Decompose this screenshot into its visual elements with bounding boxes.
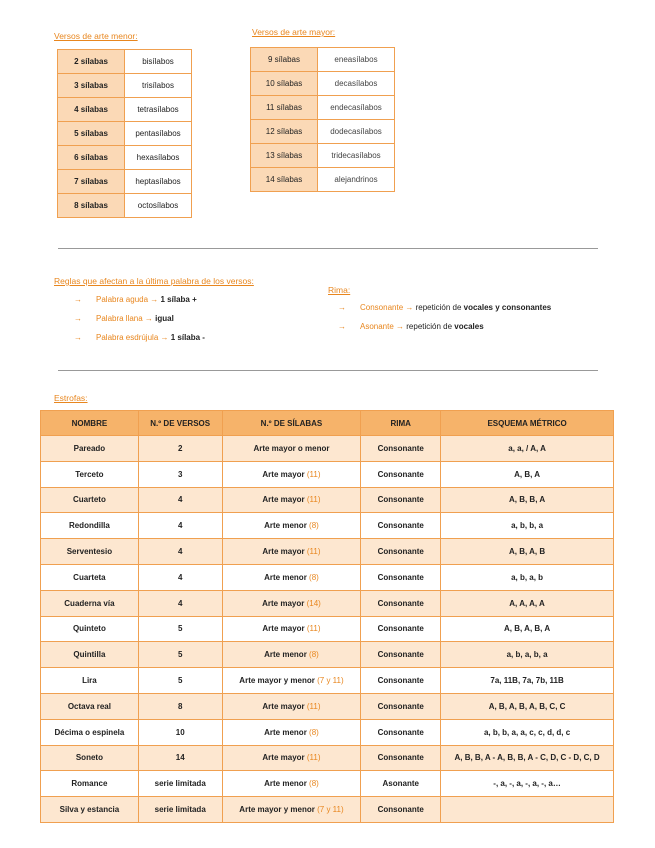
estrofa-silabas-cell (222, 436, 361, 462)
estrofa-row (41, 590, 614, 616)
estrofa-silabas-cell (222, 539, 361, 565)
rima-item (338, 298, 551, 317)
mayor-silabas: 10 sílabas (251, 72, 318, 96)
menor-silabas: 5 sílabas (58, 122, 125, 146)
estrofa-paren: (7 y 11) (317, 676, 344, 686)
estrofa-versos: 5 (138, 668, 222, 694)
estrofa-nombre: Terceto (41, 461, 139, 487)
estrofa-paren: (8) (309, 727, 319, 737)
estrofa-esquema: a, a, / A, A (441, 436, 614, 462)
estrofa-row (41, 693, 614, 719)
estrofa-esquema: a, b, b, a, a, c, c, d, d, c (441, 719, 614, 745)
estrofa-paren: (11) (306, 701, 321, 711)
reglas-sep: → (158, 333, 171, 342)
estrofa-row (41, 539, 614, 565)
estrofa-silabas-cell (222, 693, 361, 719)
estrofa-silabas-cell (222, 461, 361, 487)
menor-row (58, 194, 192, 218)
estrofa-silabas: Arte menor (264, 779, 307, 789)
reglas-result: 1 sílaba + (160, 295, 197, 304)
estrofa-silabas-cell (222, 513, 361, 539)
estrofa-versos: serie limitada (138, 797, 222, 823)
estrofa-silabas: Arte mayor o menor (253, 443, 330, 453)
estrofa-esquema: A, B, B, A (441, 487, 614, 513)
estrofa-versos: 4 (138, 539, 222, 565)
estrofa-row (41, 513, 614, 539)
estrofa-versos: 10 (138, 719, 222, 745)
estrofa-silabas: Arte mayor (262, 701, 305, 711)
estrofa-nombre: Soneto (41, 745, 139, 771)
menor-silabas: 4 sílabas (58, 98, 125, 122)
menor-row (58, 170, 192, 194)
estrofa-rima: Consonante (361, 513, 441, 539)
estrofa-versos: serie limitada (138, 771, 222, 797)
estrofa-silabas: Arte menor (264, 572, 307, 582)
divider-2 (58, 370, 598, 371)
estrofa-paren: (11) (306, 624, 321, 634)
estrofa-silabas: Arte mayor (262, 547, 305, 557)
estrofa-nombre: Silva y estancia (41, 797, 139, 823)
estrofa-versos: 4 (138, 590, 222, 616)
menor-row (58, 122, 192, 146)
estrofa-row (41, 668, 614, 694)
estrofa-rima: Consonante (361, 590, 441, 616)
menor-table (57, 49, 192, 218)
rima-sep: → (393, 322, 407, 331)
estrofa-nombre: Redondilla (41, 513, 139, 539)
estrofa-esquema (441, 797, 614, 823)
estrofa-esquema: a, b, b, a (441, 513, 614, 539)
menor-nombre: bisílabos (125, 50, 192, 74)
menor-nombre: trisílabos (125, 74, 192, 98)
mayor-silabas: 14 sílabas (251, 168, 318, 192)
reglas-result: 1 sílaba - (170, 333, 205, 342)
estrofas-header: ESQUEMA MÉTRICO (441, 411, 614, 436)
menor-nombre: hexasílabos (125, 146, 192, 170)
estrofa-esquema: 7a, 11B, 7a, 7b, 11B (441, 668, 614, 694)
estrofa-rima: Consonante (361, 642, 441, 668)
estrofa-paren: (11) (306, 469, 321, 479)
menor-nombre: tetrasílabos (125, 98, 192, 122)
estrofa-rima: Consonante (361, 797, 441, 823)
estrofa-row (41, 719, 614, 745)
estrofa-versos: 5 (138, 616, 222, 642)
estrofa-nombre: Serventesio (41, 539, 139, 565)
estrofa-esquema: A, B, A, B (441, 539, 614, 565)
estrofa-versos: 2 (138, 436, 222, 462)
reglas-item (74, 309, 205, 328)
estrofa-row (41, 616, 614, 642)
divider-1 (58, 248, 598, 249)
estrofa-nombre: Pareado (41, 436, 139, 462)
mayor-nombre: endecasílabos (318, 96, 395, 120)
estrofa-rima: Consonante (361, 616, 441, 642)
reglas-label: Palabra esdrújula (96, 333, 159, 342)
rima-sep: → (403, 303, 416, 312)
estrofa-versos: 4 (138, 564, 222, 590)
estrofa-versos: 8 (138, 693, 222, 719)
estrofa-row (41, 771, 614, 797)
estrofa-versos: 3 (138, 461, 222, 487)
estrofa-silabas-cell (222, 745, 361, 771)
estrofas-header: RIMA (361, 411, 441, 436)
estrofa-nombre: Quintilla (41, 642, 139, 668)
reglas-item (74, 290, 205, 309)
menor-title: Versos de arte menor: (54, 31, 138, 41)
estrofa-silabas-cell (222, 590, 361, 616)
estrofa-versos: 5 (138, 642, 222, 668)
estrofa-paren: (11) (306, 547, 321, 557)
rima-bold: vocales y consonantes (463, 303, 552, 312)
estrofa-rima: Consonante (361, 668, 441, 694)
estrofas-header: N.º DE SÍLABAS (222, 411, 361, 436)
mayor-nombre: alejandrinos (318, 168, 395, 192)
reglas-result: igual (155, 314, 174, 323)
rima-item (338, 317, 551, 336)
reglas-sep: → (148, 295, 161, 304)
menor-row (58, 74, 192, 98)
estrofa-versos: 4 (138, 513, 222, 539)
estrofa-row (41, 487, 614, 513)
estrofa-silabas-cell (222, 797, 361, 823)
reglas-sep: → (142, 314, 156, 323)
menor-silabas: 2 sílabas (58, 50, 125, 74)
menor-silabas: 3 sílabas (58, 74, 125, 98)
mayor-nombre: tridecasílabos (318, 144, 395, 168)
mayor-table (250, 47, 395, 192)
estrofa-silabas: Arte mayor (262, 753, 305, 763)
estrofa-rima: Consonante (361, 719, 441, 745)
mayor-row (251, 144, 395, 168)
menor-silabas: 7 sílabas (58, 170, 125, 194)
estrofa-rima: Consonante (361, 745, 441, 771)
estrofa-silabas: Arte menor (264, 650, 307, 660)
estrofa-nombre: Décima o espinela (41, 719, 139, 745)
estrofa-paren: (11) (306, 753, 321, 763)
estrofas-title: Estrofas: (54, 393, 88, 403)
estrofa-paren: (11) (306, 495, 321, 505)
arrow-icon: → (74, 295, 82, 304)
estrofa-silabas: Arte menor (264, 521, 307, 531)
estrofa-esquema: a, b, a, b (441, 564, 614, 590)
mayor-nombre: decasílabos (318, 72, 395, 96)
estrofa-silabas-cell (222, 487, 361, 513)
arrow-icon: → (74, 314, 82, 323)
arrow-icon: → (338, 303, 346, 312)
reglas-label: Palabra llana (96, 314, 143, 323)
estrofa-esquema: A, B, A, B, A, B, C, C (441, 693, 614, 719)
menor-silabas: 6 sílabas (58, 146, 125, 170)
estrofa-rima: Consonante (361, 436, 441, 462)
estrofa-row (41, 461, 614, 487)
estrofa-silabas-cell (222, 642, 361, 668)
estrofa-nombre: Romance (41, 771, 139, 797)
estrofa-row (41, 564, 614, 590)
estrofa-esquema: A, B, B, A - A, B, B, A - C, D, C - D, C, D (441, 745, 614, 771)
estrofa-esquema: A, B, A, B, A (441, 616, 614, 642)
estrofa-nombre: Lira (41, 668, 139, 694)
estrofa-silabas: Arte mayor (262, 624, 305, 634)
estrofa-esquema: A, B, A (441, 461, 614, 487)
mayor-row (251, 168, 395, 192)
estrofa-silabas: Arte mayor (262, 469, 305, 479)
estrofa-silabas: Arte mayor y menor (239, 676, 315, 686)
estrofa-esquema: a, b, a, b, a (441, 642, 614, 668)
rima-text: repetición de (406, 322, 455, 331)
menor-silabas: 8 sílabas (58, 194, 125, 218)
mayor-row (251, 96, 395, 120)
menor-row (58, 146, 192, 170)
estrofa-nombre: Quinteto (41, 616, 139, 642)
estrofa-paren: (8) (309, 779, 319, 789)
menor-nombre: heptasílabos (125, 170, 192, 194)
rima-label: Asonante (360, 322, 394, 331)
mayor-silabas: 12 sílabas (251, 120, 318, 144)
mayor-nombre: eneasílabos (318, 48, 395, 72)
estrofa-paren: (8) (309, 572, 319, 582)
reglas-item (74, 328, 205, 347)
reglas-title: Reglas que afectan a la última palabra de los versos: (54, 276, 254, 286)
estrofa-versos: 14 (138, 745, 222, 771)
estrofa-versos: 4 (138, 487, 222, 513)
estrofa-paren: (8) (309, 650, 319, 660)
mayor-silabas: 9 sílabas (251, 48, 318, 72)
estrofas-table (40, 410, 614, 823)
estrofa-rima: Consonante (361, 461, 441, 487)
menor-nombre: pentasílabos (125, 122, 192, 146)
estrofa-silabas-cell (222, 771, 361, 797)
estrofa-nombre: Cuarteta (41, 564, 139, 590)
rima-bold: vocales (454, 322, 484, 331)
menor-nombre: octosílabos (125, 194, 192, 218)
estrofa-rima: Asonante (361, 771, 441, 797)
estrofa-silabas-cell (222, 564, 361, 590)
estrofa-silabas: Arte menor (264, 727, 307, 737)
estrofas-header: N.º DE VERSOS (138, 411, 222, 436)
estrofa-silabas: Arte mayor (262, 495, 305, 505)
estrofa-row (41, 642, 614, 668)
estrofa-silabas: Arte mayor y menor (239, 805, 315, 815)
estrofa-nombre: Cuaderna vía (41, 590, 139, 616)
estrofas-header: NOMBRE (41, 411, 139, 436)
estrofa-rima: Consonante (361, 539, 441, 565)
estrofa-rima: Consonante (361, 564, 441, 590)
arrow-icon: → (338, 322, 346, 331)
mayor-row (251, 120, 395, 144)
estrofa-esquema: -, a, -, a, -, a, -, a… (441, 771, 614, 797)
estrofa-nombre: Octava real (41, 693, 139, 719)
estrofa-row (41, 436, 614, 462)
estrofa-paren: (7 y 11) (317, 805, 344, 815)
estrofa-silabas-cell (222, 616, 361, 642)
estrofa-esquema: A, A, A, A (441, 590, 614, 616)
mayor-silabas: 13 sílabas (251, 144, 318, 168)
estrofa-paren: (8) (309, 521, 319, 531)
mayor-title: Versos de arte mayor: (252, 27, 336, 37)
rima-text: repetición de (415, 303, 464, 312)
rima-label: Consonante (360, 303, 404, 312)
estrofa-silabas-cell (222, 719, 361, 745)
mayor-row (251, 72, 395, 96)
estrofa-silabas-cell (222, 668, 361, 694)
rima-list (338, 298, 551, 336)
rima-title: Rima: (328, 285, 351, 295)
menor-row (58, 98, 192, 122)
estrofa-rima: Consonante (361, 487, 441, 513)
mayor-nombre: dodecasílabos (318, 120, 395, 144)
mayor-silabas: 11 sílabas (251, 96, 318, 120)
arrow-icon: → (74, 333, 82, 342)
estrofa-silabas: Arte mayor (262, 598, 305, 608)
estrofa-nombre: Cuarteto (41, 487, 139, 513)
menor-row (58, 50, 192, 74)
estrofa-paren: (14) (306, 598, 321, 608)
reglas-list (74, 290, 205, 347)
mayor-row (251, 48, 395, 72)
estrofa-row (41, 745, 614, 771)
estrofa-row (41, 797, 614, 823)
estrofa-rima: Consonante (361, 693, 441, 719)
reglas-label: Palabra aguda (96, 295, 149, 304)
